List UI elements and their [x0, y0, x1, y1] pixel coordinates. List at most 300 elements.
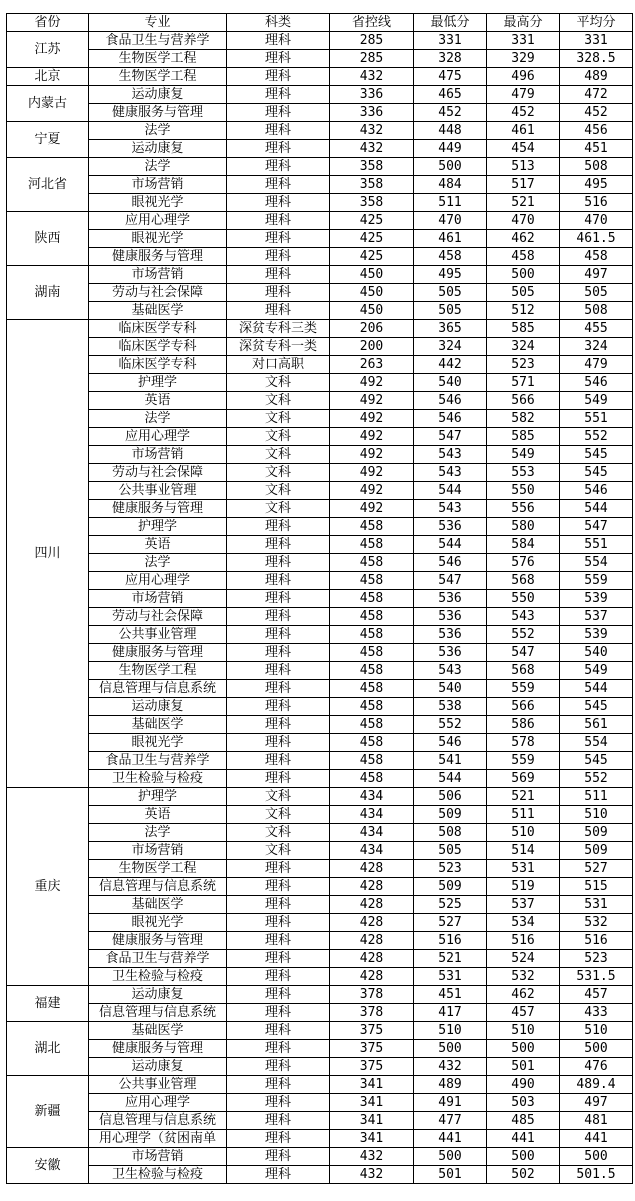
major-cell: 健康服务与管理 [89, 248, 227, 266]
control-line-cell: 285 [330, 50, 414, 68]
min-score-cell: 491 [414, 1094, 487, 1112]
avg-score-cell: 500 [560, 1040, 633, 1058]
table-row [7, 122, 633, 140]
major-cell: 运动康复 [89, 698, 227, 716]
control-line-cell: 458 [330, 626, 414, 644]
major-cell: 卫生检验与检疫 [89, 1166, 227, 1184]
control-line-cell: 432 [330, 140, 414, 158]
max-score-cell: 576 [487, 554, 560, 572]
max-score-cell: 485 [487, 1112, 560, 1130]
category-cell: 文科 [227, 806, 330, 824]
table-row [7, 536, 633, 554]
table-row [7, 950, 633, 968]
max-score-cell: 537 [487, 896, 560, 914]
control-line-cell: 375 [330, 1022, 414, 1040]
control-line-cell: 428 [330, 896, 414, 914]
major-cell: 食品卫生与营养学 [89, 32, 227, 50]
province-cell: 安徽 [7, 1148, 89, 1184]
control-line-cell: 458 [330, 590, 414, 608]
table-row [7, 392, 633, 410]
control-line-cell: 434 [330, 806, 414, 824]
avg-score-cell: 549 [560, 392, 633, 410]
min-score-cell: 495 [414, 266, 487, 284]
min-score-cell: 506 [414, 788, 487, 806]
min-score-cell: 505 [414, 302, 487, 320]
min-score-cell: 544 [414, 482, 487, 500]
table-row [7, 464, 633, 482]
category-cell: 理科 [227, 626, 330, 644]
max-score-cell: 524 [487, 950, 560, 968]
table-row [7, 1130, 633, 1148]
table-row [7, 914, 633, 932]
min-score-cell: 465 [414, 86, 487, 104]
major-cell: 运动康复 [89, 1058, 227, 1076]
category-cell: 理科 [227, 734, 330, 752]
control-line-cell: 336 [330, 86, 414, 104]
max-score-cell: 513 [487, 158, 560, 176]
control-line-cell: 458 [330, 770, 414, 788]
avg-score-cell: 552 [560, 770, 633, 788]
major-cell: 健康服务与管理 [89, 500, 227, 518]
major-cell: 食品卫生与营养学 [89, 752, 227, 770]
major-cell: 英语 [89, 392, 227, 410]
max-score-cell: 505 [487, 284, 560, 302]
table-row [7, 212, 633, 230]
avg-score-cell: 516 [560, 194, 633, 212]
category-cell: 理科 [227, 518, 330, 536]
major-cell: 运动康复 [89, 986, 227, 1004]
table-row [7, 86, 633, 104]
province-cell: 四川 [7, 320, 89, 788]
province-cell: 江苏 [7, 32, 89, 68]
min-score-cell: 451 [414, 986, 487, 1004]
min-score-cell: 543 [414, 464, 487, 482]
major-cell: 卫生检验与检疫 [89, 968, 227, 986]
major-cell: 健康服务与管理 [89, 932, 227, 950]
major-cell: 运动康复 [89, 86, 227, 104]
admission-score-table [6, 13, 633, 1184]
major-cell: 基础医学 [89, 1022, 227, 1040]
max-score-cell: 329 [487, 50, 560, 68]
max-score-cell: 582 [487, 410, 560, 428]
min-score-cell: 509 [414, 806, 487, 824]
major-cell: 法学 [89, 158, 227, 176]
min-score-cell: 417 [414, 1004, 487, 1022]
max-score-cell: 454 [487, 140, 560, 158]
major-cell: 劳动与社会保障 [89, 464, 227, 482]
province-cell: 重庆 [7, 788, 89, 986]
max-score-cell: 521 [487, 194, 560, 212]
max-score-cell: 470 [487, 212, 560, 230]
avg-score-cell: 531.5 [560, 968, 633, 986]
max-score-cell: 566 [487, 698, 560, 716]
control-line-cell: 341 [330, 1112, 414, 1130]
major-cell: 眼视光学 [89, 194, 227, 212]
control-line-cell: 458 [330, 716, 414, 734]
min-score-cell: 525 [414, 896, 487, 914]
min-score-cell: 365 [414, 320, 487, 338]
min-score-cell: 500 [414, 1148, 487, 1166]
table-row [7, 356, 633, 374]
category-cell: 理科 [227, 1076, 330, 1094]
min-score-cell: 461 [414, 230, 487, 248]
table-row [7, 590, 633, 608]
table-row [7, 572, 633, 590]
control-line-cell: 492 [330, 428, 414, 446]
control-line-cell: 428 [330, 878, 414, 896]
min-score-cell: 432 [414, 1058, 487, 1076]
min-score-cell: 477 [414, 1112, 487, 1130]
major-cell: 法学 [89, 554, 227, 572]
major-cell: 食品卫生与营养学 [89, 950, 227, 968]
category-cell: 理科 [227, 302, 330, 320]
table-row [7, 1148, 633, 1166]
table-row [7, 446, 633, 464]
max-score-cell: 510 [487, 824, 560, 842]
category-cell: 对口高职 [227, 356, 330, 374]
control-line-cell: 206 [330, 320, 414, 338]
min-score-cell: 552 [414, 716, 487, 734]
max-score-cell: 552 [487, 626, 560, 644]
max-score-cell: 501 [487, 1058, 560, 1076]
category-cell: 理科 [227, 1094, 330, 1112]
category-cell: 理科 [227, 572, 330, 590]
control-line-cell: 434 [330, 842, 414, 860]
max-score-cell: 441 [487, 1130, 560, 1148]
min-score-cell: 536 [414, 626, 487, 644]
major-cell: 基础医学 [89, 302, 227, 320]
max-score-cell: 585 [487, 320, 560, 338]
category-cell: 理科 [227, 770, 330, 788]
category-cell: 理科 [227, 986, 330, 1004]
max-score-cell: 457 [487, 1004, 560, 1022]
min-score-cell: 543 [414, 500, 487, 518]
table-row [7, 968, 633, 986]
max-score-cell: 500 [487, 1148, 560, 1166]
avg-score-cell: 489.4 [560, 1076, 633, 1094]
max-score-cell: 479 [487, 86, 560, 104]
category-cell: 理科 [227, 680, 330, 698]
min-score-cell: 546 [414, 410, 487, 428]
major-cell: 运动康复 [89, 140, 227, 158]
control-line-cell: 358 [330, 176, 414, 194]
avg-score-cell: 509 [560, 842, 633, 860]
max-score-cell: 534 [487, 914, 560, 932]
table-row [7, 716, 633, 734]
category-cell: 理科 [227, 248, 330, 266]
min-score-cell: 546 [414, 734, 487, 752]
category-cell: 理科 [227, 644, 330, 662]
category-cell: 理科 [227, 554, 330, 572]
avg-score-cell: 545 [560, 698, 633, 716]
control-line-cell: 432 [330, 122, 414, 140]
control-line-cell: 375 [330, 1040, 414, 1058]
control-line-cell: 458 [330, 536, 414, 554]
table-row [7, 1022, 633, 1040]
category-cell: 理科 [227, 716, 330, 734]
table-row [7, 896, 633, 914]
max-score-cell: 550 [487, 482, 560, 500]
min-score-cell: 449 [414, 140, 487, 158]
table-row [7, 428, 633, 446]
max-score-cell: 458 [487, 248, 560, 266]
table-row [7, 824, 633, 842]
table-row [7, 302, 633, 320]
min-score-cell: 540 [414, 374, 487, 392]
category-cell: 文科 [227, 446, 330, 464]
min-score-cell: 521 [414, 950, 487, 968]
major-cell: 英语 [89, 806, 227, 824]
category-cell: 理科 [227, 968, 330, 986]
table-row [7, 1058, 633, 1076]
category-cell: 理科 [227, 140, 330, 158]
min-score-cell: 500 [414, 158, 487, 176]
avg-score-cell: 537 [560, 608, 633, 626]
min-score-cell: 489 [414, 1076, 487, 1094]
province-cell: 湖北 [7, 1022, 89, 1076]
table-row [7, 608, 633, 626]
table-row [7, 698, 633, 716]
control-line-cell: 434 [330, 824, 414, 842]
category-cell: 理科 [227, 1040, 330, 1058]
avg-score-cell: 540 [560, 644, 633, 662]
major-cell: 基础医学 [89, 896, 227, 914]
avg-score-cell: 495 [560, 176, 633, 194]
category-cell: 理科 [227, 860, 330, 878]
control-line-cell: 458 [330, 734, 414, 752]
control-line-cell: 428 [330, 932, 414, 950]
control-line-cell: 458 [330, 518, 414, 536]
major-cell: 信息管理与信息系统 [89, 1112, 227, 1130]
table-row [7, 770, 633, 788]
major-cell: 市场营销 [89, 176, 227, 194]
control-line-cell: 492 [330, 500, 414, 518]
header-category: 科类 [227, 14, 330, 32]
category-cell: 理科 [227, 914, 330, 932]
max-score-cell: 511 [487, 806, 560, 824]
min-score-cell: 501 [414, 1166, 487, 1184]
min-score-cell: 544 [414, 770, 487, 788]
category-cell: 理科 [227, 86, 330, 104]
control-line-cell: 358 [330, 194, 414, 212]
table-row [7, 284, 633, 302]
min-score-cell: 523 [414, 860, 487, 878]
major-cell: 生物医学工程 [89, 50, 227, 68]
max-score-cell: 578 [487, 734, 560, 752]
avg-score-cell: 501.5 [560, 1166, 633, 1184]
major-cell: 健康服务与管理 [89, 104, 227, 122]
avg-score-cell: 452 [560, 104, 633, 122]
max-score-cell: 568 [487, 572, 560, 590]
category-cell: 理科 [227, 1166, 330, 1184]
table-row [7, 320, 633, 338]
max-score-cell: 496 [487, 68, 560, 86]
table-row [7, 158, 633, 176]
min-score-cell: 547 [414, 428, 487, 446]
table-row [7, 1004, 633, 1022]
category-cell: 理科 [227, 194, 330, 212]
control-line-cell: 458 [330, 680, 414, 698]
avg-score-cell: 549 [560, 662, 633, 680]
min-score-cell: 448 [414, 122, 487, 140]
header-avg-score: 平均分 [560, 14, 633, 32]
control-line-cell: 458 [330, 608, 414, 626]
avg-score-cell: 551 [560, 410, 633, 428]
max-score-cell: 543 [487, 608, 560, 626]
avg-score-cell: 457 [560, 986, 633, 1004]
max-score-cell: 517 [487, 176, 560, 194]
control-line-cell: 358 [330, 158, 414, 176]
avg-score-cell: 497 [560, 266, 633, 284]
control-line-cell: 425 [330, 212, 414, 230]
min-score-cell: 536 [414, 644, 487, 662]
min-score-cell: 442 [414, 356, 487, 374]
max-score-cell: 556 [487, 500, 560, 518]
table-row [7, 230, 633, 248]
avg-score-cell: 516 [560, 932, 633, 950]
province-cell: 新疆 [7, 1076, 89, 1148]
major-cell: 眼视光学 [89, 914, 227, 932]
min-score-cell: 536 [414, 518, 487, 536]
major-cell: 法学 [89, 824, 227, 842]
table-row [7, 1094, 633, 1112]
major-cell: 护理学 [89, 518, 227, 536]
control-line-cell: 285 [330, 32, 414, 50]
avg-score-cell: 559 [560, 572, 633, 590]
max-score-cell: 523 [487, 356, 560, 374]
header-province: 省份 [7, 14, 89, 32]
max-score-cell: 553 [487, 464, 560, 482]
min-score-cell: 511 [414, 194, 487, 212]
table-row [7, 860, 633, 878]
major-cell: 英语 [89, 536, 227, 554]
major-cell: 市场营销 [89, 1148, 227, 1166]
province-cell: 陕西 [7, 212, 89, 266]
min-score-cell: 475 [414, 68, 487, 86]
max-score-cell: 516 [487, 932, 560, 950]
avg-score-cell: 497 [560, 1094, 633, 1112]
table-row [7, 500, 633, 518]
min-score-cell: 546 [414, 392, 487, 410]
major-cell: 信息管理与信息系统 [89, 878, 227, 896]
category-cell: 理科 [227, 590, 330, 608]
major-cell: 卫生检验与检疫 [89, 770, 227, 788]
min-score-cell: 536 [414, 590, 487, 608]
min-score-cell: 500 [414, 1040, 487, 1058]
avg-score-cell: 523 [560, 950, 633, 968]
major-cell: 生物医学工程 [89, 860, 227, 878]
category-cell: 理科 [227, 1058, 330, 1076]
avg-score-cell: 455 [560, 320, 633, 338]
control-line-cell: 428 [330, 968, 414, 986]
min-score-cell: 452 [414, 104, 487, 122]
major-cell: 市场营销 [89, 266, 227, 284]
header-control-line: 省控线 [330, 14, 414, 32]
max-score-cell: 531 [487, 860, 560, 878]
category-cell: 文科 [227, 392, 330, 410]
major-cell: 应用心理学 [89, 1094, 227, 1112]
category-cell: 理科 [227, 158, 330, 176]
control-line-cell: 492 [330, 446, 414, 464]
major-cell: 应用心理学 [89, 572, 227, 590]
table-row [7, 752, 633, 770]
avg-score-cell: 511 [560, 788, 633, 806]
control-line-cell: 428 [330, 860, 414, 878]
province-cell: 湖南 [7, 266, 89, 320]
min-score-cell: 505 [414, 284, 487, 302]
max-score-cell: 550 [487, 590, 560, 608]
major-cell: 护理学 [89, 788, 227, 806]
table-row [7, 986, 633, 1004]
major-cell: 劳动与社会保障 [89, 284, 227, 302]
min-score-cell: 543 [414, 662, 487, 680]
category-cell: 理科 [227, 752, 330, 770]
min-score-cell: 527 [414, 914, 487, 932]
major-cell: 市场营销 [89, 590, 227, 608]
table-row [7, 662, 633, 680]
control-line-cell: 492 [330, 482, 414, 500]
major-cell: 市场营销 [89, 842, 227, 860]
major-cell: 健康服务与管理 [89, 1040, 227, 1058]
major-cell: 临床医学专科 [89, 338, 227, 356]
table-row [7, 932, 633, 950]
major-cell: 眼视光学 [89, 230, 227, 248]
category-cell: 理科 [227, 176, 330, 194]
major-cell: 信息管理与信息系统 [89, 680, 227, 698]
avg-score-cell: 458 [560, 248, 633, 266]
major-cell: 基础医学 [89, 716, 227, 734]
table-row [7, 788, 633, 806]
avg-score-cell: 509 [560, 824, 633, 842]
avg-score-cell: 551 [560, 536, 633, 554]
min-score-cell: 543 [414, 446, 487, 464]
control-line-cell: 378 [330, 986, 414, 1004]
max-score-cell: 510 [487, 1022, 560, 1040]
control-line-cell: 341 [330, 1130, 414, 1148]
category-cell: 文科 [227, 500, 330, 518]
header-max-score: 最高分 [487, 14, 560, 32]
table-row [7, 644, 633, 662]
max-score-cell: 514 [487, 842, 560, 860]
min-score-cell: 328 [414, 50, 487, 68]
category-cell: 理科 [227, 878, 330, 896]
major-cell: 公共事业管理 [89, 482, 227, 500]
category-cell: 理科 [227, 284, 330, 302]
max-score-cell: 521 [487, 788, 560, 806]
avg-score-cell: 531 [560, 896, 633, 914]
avg-score-cell: 554 [560, 734, 633, 752]
avg-score-cell: 456 [560, 122, 633, 140]
avg-score-cell: 508 [560, 302, 633, 320]
category-cell: 理科 [227, 212, 330, 230]
max-score-cell: 500 [487, 266, 560, 284]
max-score-cell: 462 [487, 986, 560, 1004]
major-cell: 用心理学（贫困南单 [89, 1130, 227, 1148]
category-cell: 理科 [227, 536, 330, 554]
avg-score-cell: 546 [560, 374, 633, 392]
table-row [7, 842, 633, 860]
control-line-cell: 432 [330, 1166, 414, 1184]
category-cell: 理科 [227, 50, 330, 68]
min-score-cell: 547 [414, 572, 487, 590]
min-score-cell: 441 [414, 1130, 487, 1148]
avg-score-cell: 527 [560, 860, 633, 878]
category-cell: 理科 [227, 1130, 330, 1148]
max-score-cell: 503 [487, 1094, 560, 1112]
avg-score-cell: 510 [560, 806, 633, 824]
major-cell: 临床医学专科 [89, 320, 227, 338]
min-score-cell: 470 [414, 212, 487, 230]
